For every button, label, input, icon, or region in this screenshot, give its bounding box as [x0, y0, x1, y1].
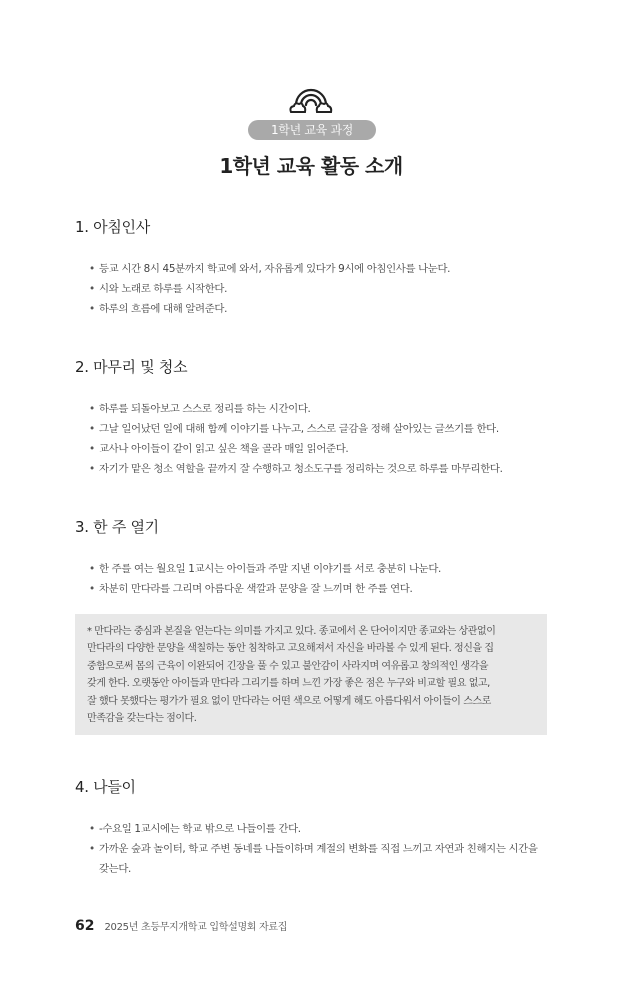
list-item: • 그날 일어났던 일에 대해 함께 이야기를 나누고, 스스로 글감을 정해 살아있는 글쓰기를 한다.	[89, 419, 550, 439]
page-number: 62	[75, 918, 95, 934]
mandala-note-box	[75, 614, 547, 735]
page-footer	[75, 918, 287, 934]
bullet-list	[75, 819, 550, 879]
note-line: 만다라의 다양한 문양을 색칠하는 동안 침착하고 고요해져서 자신을 바라볼 수 있게 된다. 정신을 집	[87, 643, 494, 655]
list-item: • 교사나 아이들이 같이 읽고 싶은 책을 골라 매일 읽어준다.	[89, 439, 550, 459]
note-line: 갖게 한다. 오랫동안 아이들과 만다라 그리기를 하며 느낀 가장 좋은 점은 누구와 비교할 필요 없고,	[87, 678, 490, 690]
section-closing-cleanup	[75, 356, 550, 479]
list-item: • 하루를 되돌아보고 스스로 정리를 하는 시간이다.	[89, 399, 550, 419]
section-heading: 3. 한 주 열기	[75, 518, 159, 536]
bullet-list	[75, 559, 550, 599]
category-badge: 1학년 교육 과정	[248, 120, 376, 140]
note-line: 중함으로써 몸의 근육이 이완되어 긴장을 풀 수 있고 불안감이 사라지며 여유롭고 창의적인 생각을	[87, 660, 489, 672]
list-item: • -수요일 1교시에는 학교 밖으로 나들이를 간다.	[89, 819, 550, 839]
section-morning-greeting	[75, 216, 550, 319]
section-heading: 2. 마무리 및 청소	[75, 358, 188, 376]
note-line: 만족감을 갖는다는 점이다.	[87, 713, 197, 725]
list-item: • 자기가 맡은 청소 역할을 끝까지 잘 수행하고 청소도구를 정리하는 것으로 하루를 마무리한다.	[89, 459, 550, 479]
section-outing	[75, 776, 550, 879]
list-item: • 한 주를 여는 월요일 1교시는 아이들과 주말 지낸 이야기를 서로 충분히 나눈다.	[89, 559, 550, 579]
list-item: • 시와 노래로 하루를 시작한다.	[89, 279, 550, 299]
rainbow-cloud-icon	[288, 86, 334, 114]
list-item: • 차분히 만다라를 그리며 아름다운 색깔과 문양을 잘 느끼며 한 주를 연다.	[89, 579, 550, 599]
page-title: 1학년 교육 활동 소개	[219, 154, 403, 178]
section-week-opening	[75, 516, 550, 599]
list-item: • 등교 시간 8시 45분까지 학교에 와서, 자유롭게 있다가 9시에 아침인사를 나눈다.	[89, 259, 550, 279]
section-heading: 1. 아침인사	[75, 218, 150, 236]
bullet-list	[75, 399, 550, 479]
note-line: 잘 했다 못했다는 평가가 필요 없이 만다라는 어떤 색으로 어떻게 해도 아름다워서 아이들이 스스로	[87, 695, 491, 707]
bullet-list	[75, 259, 550, 319]
footer-publication-title: 2025년 초등무지개학교 입학설명회 자료집	[104, 922, 288, 933]
section-heading: 4. 나들이	[75, 778, 136, 796]
list-item: • 하루의 흐름에 대해 알려준다.	[89, 299, 550, 319]
list-item: • 가까운 숲과 놀이터, 학교 주변 동네를 나들이하며 계절의 변화를 직접 느끼고 자연과 친해지는 시간을 갖는다.	[89, 839, 550, 879]
note-line: * 만다라는 중심과 본질을 얻는다는 의미를 가지고 있다. 종교에서 온 단어이지만 종교와는 상관없이	[87, 626, 496, 637]
